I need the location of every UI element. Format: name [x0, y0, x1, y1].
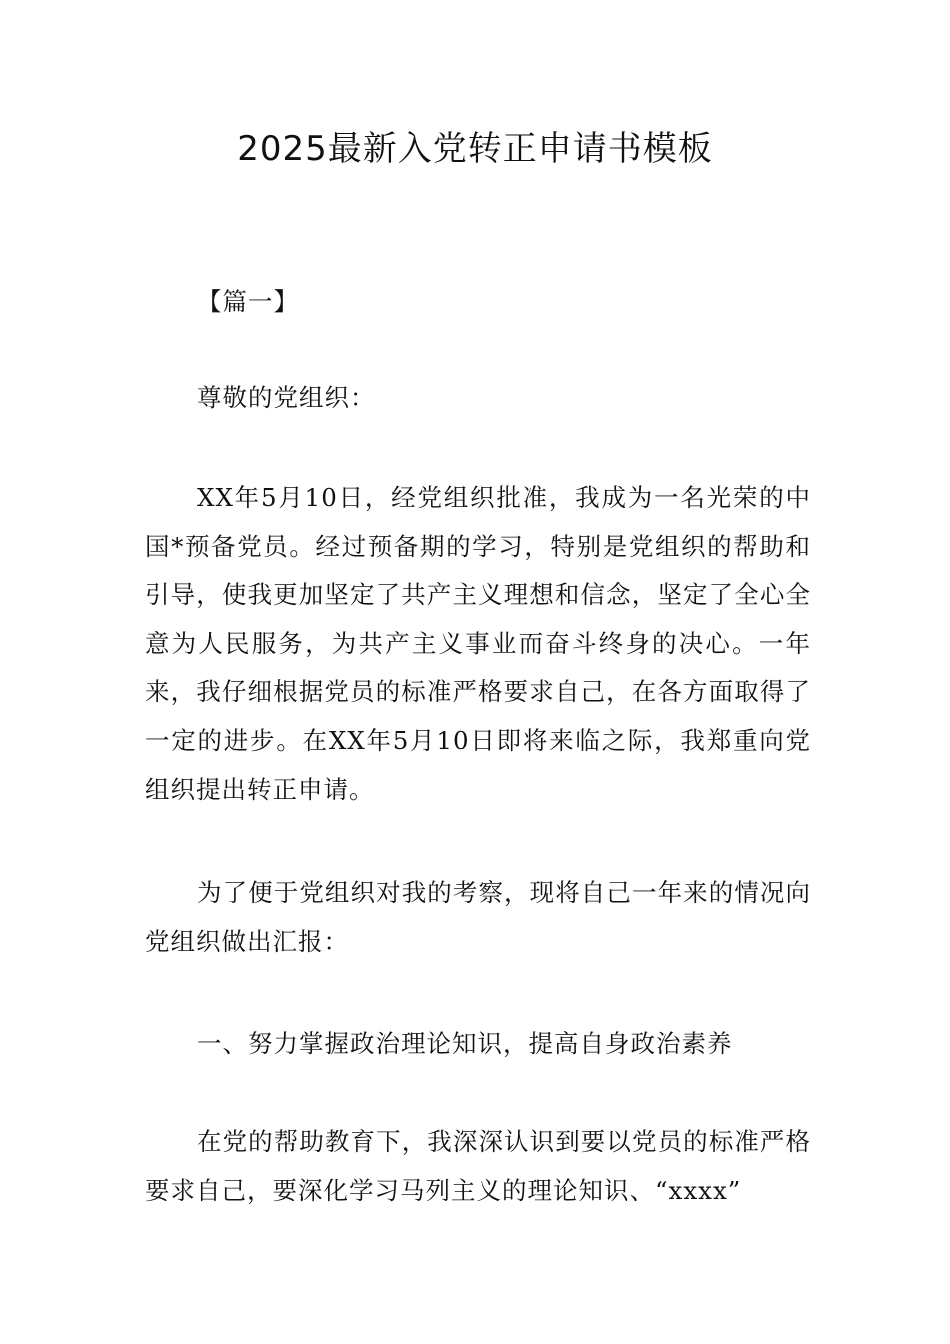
body-paragraph: 为了便于党组织对我的考察，现将自己一年来的情况向党组织做出汇报：	[145, 878, 811, 956]
body-paragraph: 在党的帮助教育下，我深深认识到要以党员的标准严格要求自己，要深化学习马列主义的理论知识、“xxxx”	[145, 1127, 811, 1205]
body-paragraph: XX年5月10日，经党组织批准，我成为一名光荣的中国*预备党员。经过预备期的学习，特别是党组织的帮助和引导，使我更加坚定了共产主义理想和信念，坚定了全心全意为人民服务，为共产主义事业而奋斗终身的决心。一年来，我仔细根据党员的标准严格要求自己，在各方面取得了一定的进步。在XX年5月10日即将来临之际，我郑重向党组织提出转正申请。	[145, 483, 811, 804]
section-label: 【篇一】	[197, 287, 299, 316]
document-title: 2025最新入党转正申请书模板	[237, 129, 713, 169]
salutation: 尊敬的党组织：	[197, 383, 376, 412]
section-heading: 一、努力掌握政治理论知识，提高自身政治素养	[197, 1029, 733, 1058]
